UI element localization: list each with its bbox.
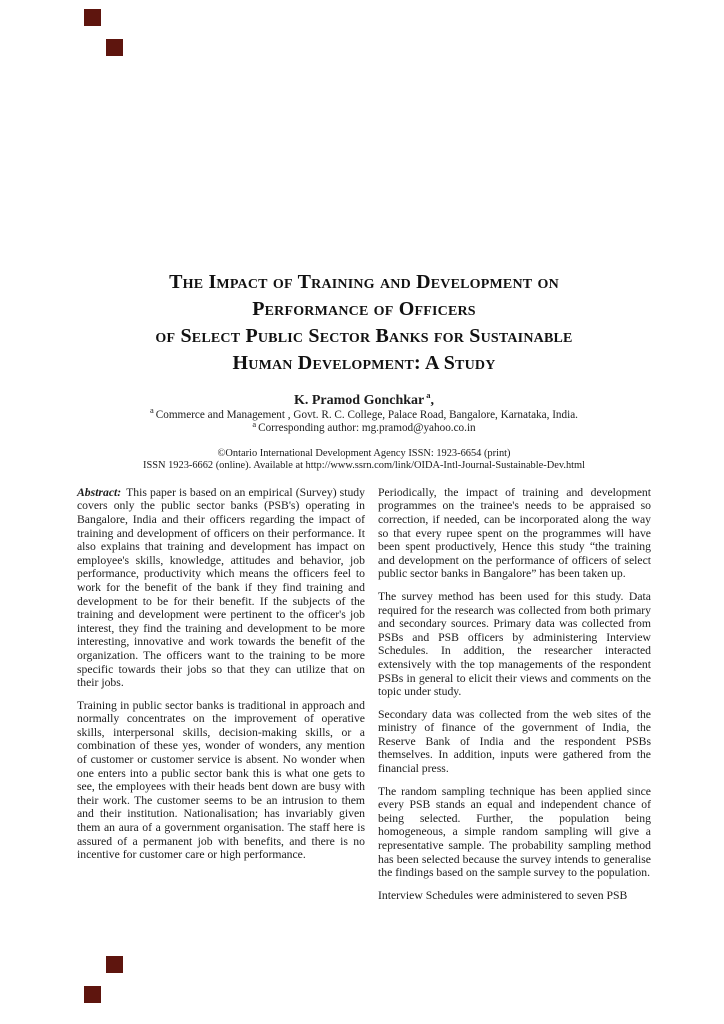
author-block <box>77 391 651 436</box>
publisher-line-2: ISSN 1923-6662 (online). Available at http://www.ssrn.com/link/OIDA-Intl-Journal-Sustainable-Dev.html <box>142 460 585 472</box>
publisher-block <box>77 448 651 473</box>
abstract-label: Abstract: <box>77 485 122 499</box>
publisher-line-1: ©Ontario International Development Agency ISSN: 1923-6654 (print) <box>217 447 511 459</box>
abstract-body: This paper is based on an empirical (Survey) study covers only the public sector banks (PSB's) operating in Bangalore, India and their officers regarding the impact of training and development of officers on their performance. It also explains that training and development has impact on employee's skills, knowledge, attitudes and behavior, job performance, productivity which means the officers feel to work for the benefit of the bank if they find training and development to be for their benefit. If the subjects of the training and development were pertinent to the officer's job interest, they find the training and development to be more interesting, innovative and work towards the benefit of the organization. The officers want to the training to be more specific towards their jobs so that they can utilize that on their jobs. <box>77 485 365 690</box>
author-name-suffix: , <box>430 392 435 408</box>
registration-mark-top-2 <box>106 39 123 56</box>
right-column <box>378 486 651 912</box>
title-line-1: The Impact of Training and Development on <box>169 271 559 294</box>
author-name-text: K. Pramod Gonchkar <box>293 392 425 408</box>
body-paragraph-right-5: Interview Schedules were administered to seven PSB <box>378 888 628 902</box>
body-paragraph-right-2: The survey method has been used for this study. Data required for the research was collected from both primary and secondary sources. Primary data was collected from PSBs and PSB officers by administering Interview Schedules. In addition, the researcher interacted extensively with the top managements of the respondent PSBs in general to elicit their views and comments on the topic under study. <box>378 589 651 699</box>
author-superscript: a <box>426 390 431 401</box>
corresponding-text: Corresponding author: mg.pramod@yahoo.co.in <box>258 422 476 435</box>
corresponding-superscript: a <box>252 418 257 429</box>
body-paragraph-left-2: Training in public sector banks is traditional in approach and normally concentrates on the improvement of operative skills, interpersonal skills, decision-making skills, or a combination of these yes, wonder of wonders, any mention of customer or customer service is absent. No wonder when one enters into a public sector bank this is what one gets to see, the employees with their heads bent down are busy with their work. The customer seems to be an intrusion to them and their institution. Nationalisation; has invariably given them an aura of a government organisation. The staff here is assured of a permanent job with benefits, and there is no incentive for customer care or high performance. <box>77 698 365 862</box>
corresponding-author-line <box>77 418 651 436</box>
body-paragraph-right-4: The random sampling technique has been applied since every PSB stands an equal and independent chance of being selected. Further, the population being homogeneous, a simple random sampling will give a representative sample. The probability sampling method has been selected because the survey intends to generalise the findings based on the sample survey to the population. <box>378 784 651 880</box>
registration-mark-top-1 <box>84 9 101 26</box>
title-line-3: of Select Public Sector Banks for Sustainable <box>155 325 573 348</box>
paper-title <box>77 269 651 377</box>
title-line-4: Human Development: A Study <box>232 352 496 375</box>
body-paragraph-right-3: Secondary data was collected from the web sites of the ministry of finance of the government of India, the Reserve Bank of India and the respondent PSBs themselves. In addition, inputs were gathered from the financial press. <box>378 707 651 776</box>
body-paragraph-right-1: Periodically, the impact of training and development programmes on the trainee's needs to be appraised so correction, if needed, can be incorporated along the way so that every rupee spent on the programmes will have been spent productively, Hence this study “the training and development on the performance of officers of select public sector banks in Bangalore” has been taken up. <box>378 485 651 581</box>
registration-mark-bottom-2 <box>84 986 101 1003</box>
author-name <box>293 390 435 408</box>
affiliation-text: Commerce and Management , Govt. R. C. College, Palace Road, Bangalore, Karnataka, India. <box>155 408 578 421</box>
two-column-body <box>77 486 651 912</box>
page-content <box>77 256 651 911</box>
abstract-paragraph <box>77 486 365 690</box>
affiliation-superscript: a <box>150 405 154 416</box>
left-column <box>77 486 365 912</box>
title-line-2: Performance of Officers <box>252 298 476 321</box>
registration-mark-bottom-1 <box>106 956 123 973</box>
affiliation-line <box>77 405 651 423</box>
